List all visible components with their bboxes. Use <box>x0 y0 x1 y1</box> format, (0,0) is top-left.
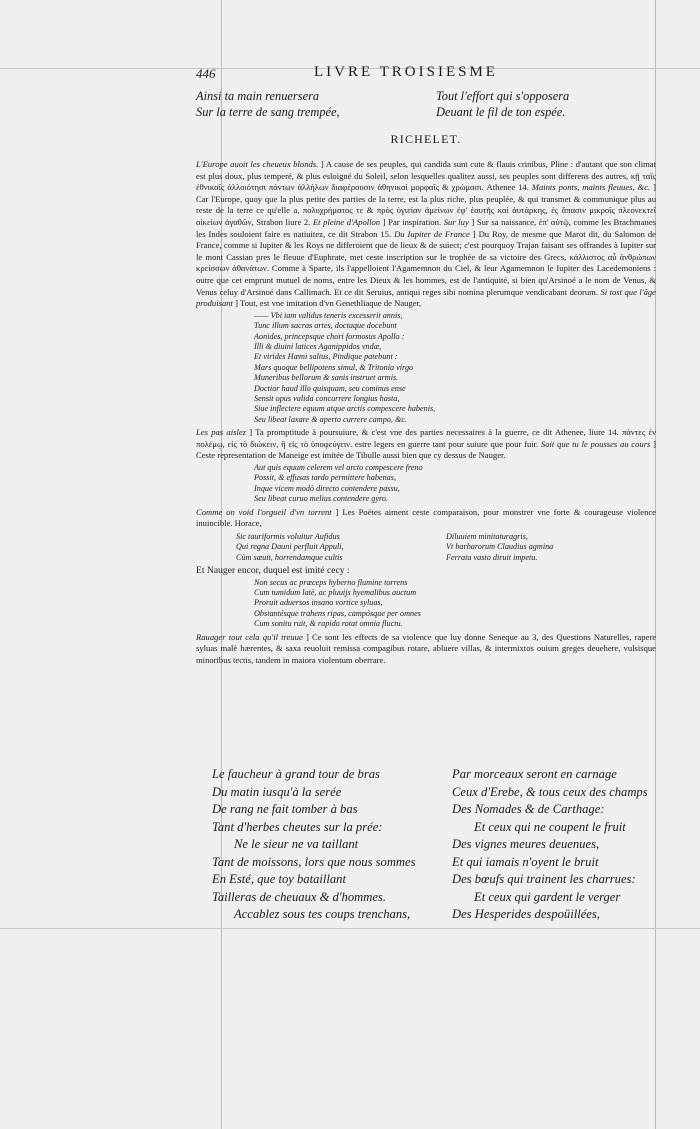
note-text: ] A cause de ses peuples, qui candida sunt cute & flauis crinibus, Pline : d'autant que son climat est plus doux, plus temperé, & plus esloigné du Soleil, selon lesquelles qualitez aussi, ses peuples sont differens des autres, κῇ ταῖς ἐθνικαῖς ἀλλοιότησι πάντων ἀλλήλων διαφέρουσιν ἀθηνικαὶ μορφαῖς & χρώμασι. Athenee 14. <box>196 159 657 193</box>
ode-line: Et ceux qui ne coupent le fruit <box>474 819 626 834</box>
commentary-paragraph <box>196 632 656 667</box>
lemma: Du Iupiter de France <box>394 228 470 239</box>
quote-line: —— Vbi iam validus teneris excesserit annis, <box>254 310 403 320</box>
verse-line: Sur la terre de sang trempée, <box>196 105 340 119</box>
quote-line: Ferrata vasto diruit impetu. <box>446 552 538 562</box>
lemma: Maints ponts, maints fleuues, &c. <box>531 182 651 193</box>
note-text: ] Du Roy, de mesme que Marot dit, du Salomon de France, comme si Iupiter & les Roys ne differoient que de lieux & de suiect; c'est pourquoy Trajan faisant ses offrandes à Iupiter sur le mont Cassian pres le fleuue d'Euphrate, met ceste inscription sur le trophée de sa victoire des Grecs, κάλλιστος αὖ ἀνθρώπων κρείσσων ἀθανάτων. Comme à Sparte, ils l'appelloient l'Agamemnon du Ciel, & leur Agamemnon le Iupiter des Lacedemoniens : outre que cet emprunt mutuel de noms, entre les Dieux & les hommes, est de l'antiquité, si bien qu'Arsinoé a le nom de Venus, & Venus celuy d'Arsinoé dans Callimach. Et ce dit Seruius, antiqui reges sibi nomina plerumque vendicabant deorum. <box>196 228 656 297</box>
latin-quotation-horace <box>236 532 656 563</box>
ode-line: Des bœufs qui trainent les charrues: <box>452 872 636 886</box>
commentary-paragraph <box>196 427 656 462</box>
page <box>196 60 656 666</box>
verse-line: Ainsi ta main renuersera <box>196 89 320 103</box>
ode-line: Des Nomades & de Carthage: <box>452 802 605 816</box>
ode-line: Ne le sieur ne va taillant <box>234 837 359 851</box>
quote-line: Cùm sæuit, horrendamque cultis <box>236 552 343 562</box>
page-header <box>196 60 656 88</box>
quote-line: Possit, & effusas tardo permittere habenas, <box>254 473 396 483</box>
ode-column-left <box>212 766 442 924</box>
commentary-heading: RICHELET. <box>390 132 462 146</box>
lemma: Et pleine d'Apollon <box>312 216 381 227</box>
latin-quotation-nauger <box>254 311 656 425</box>
ode-line: Et ceux qui gardent le verger <box>474 889 621 904</box>
quote-line: Siue inflectere equum atque arctis compescere habenis, <box>254 404 436 414</box>
quote-line: Obstantésque trahens ripas, campósque per omnes <box>254 608 421 618</box>
verse-line: Deuant le fil de ton espée. <box>436 105 566 119</box>
quote-line: Proruit aduersos insano vortice syluas, <box>254 598 383 608</box>
quote-line: Doctior haud illo quisquam, seu cominus ense <box>254 383 406 393</box>
quote-line: Sensit opus valida concurrere longius hasta, <box>254 393 400 403</box>
note-text: ] Ta promptitude à poursuiure, & c'est vne des parties necessaires à la guerre, ce dit Athenee, liure 14. πάντες ἐν πολέμῳ, εἰς τὸ διώκειν, ἢ εἰς τὸ ὑποφεύγειν. estre legers en guerre tant pour suiure que pour fuir. <box>196 427 657 449</box>
lemma: Les pas aislez <box>196 427 247 438</box>
quote-line: Illi & diuini latices Aganippidos vndæ, <box>254 341 382 351</box>
commentary-paragraph: Et Nauger encor, duquel est imité cecy : <box>196 565 350 576</box>
lemma: Comme on void l'orgueil d'vn torrent <box>196 506 332 517</box>
quote-line: Seu libeat laxare & aperto currere campo, &c. <box>254 414 408 424</box>
ode-line: De rang ne fait tomber à bas <box>212 802 358 816</box>
note-text: ] Tout, est vne imitation d'vn Genethliaque de Nauger, <box>235 298 422 309</box>
ode-line: Des Hesperides despoüillées, <box>452 907 600 921</box>
quote-line: Cum sonitu ruit, & rapido rotat omnia fluctu. <box>254 619 403 629</box>
quote-line: Tunc illum sacras artes, doctaque docebunt <box>254 321 397 331</box>
quote-line: Aonides, princepsque chori formosus Apollo : <box>254 331 405 341</box>
lemma: Soit que tu le pousses au cours <box>540 438 651 449</box>
commentary-paragraph <box>196 159 656 310</box>
running-title: LIVRE TROISIESME <box>314 64 498 80</box>
quote-line: Non secus ac præceps hyberno flumine torrens <box>254 577 408 587</box>
ode-line: Ceux d'Erebe, & tous ceux des champs <box>452 784 648 799</box>
ode-line: Tant d'herbes cheutes sur la prée: <box>212 819 383 834</box>
ode-line: Le faucheur à grand tour de bras <box>212 767 380 781</box>
margin-rule-middle <box>0 928 700 929</box>
note-text: ] Les Poëtes aiment ceste comparaison, pour monstrer vne forte & courageuse violence inuincible. Horace, <box>196 506 657 529</box>
quote-line: Mars quoque bellipotens simul, & Tritonia virgo <box>254 362 414 372</box>
latin-quotation-tibulle <box>254 463 656 505</box>
quote-line: Vt barbarorum Claudius agmina <box>446 542 554 552</box>
ode-stanzas <box>212 766 682 924</box>
quote-line: Inque vicem modò directo contendere passu, <box>254 483 400 493</box>
lemma: Sur luy <box>443 216 469 227</box>
page-number: 446 <box>196 66 216 81</box>
quote-line: Diluuiem minitaturagris, <box>446 531 528 541</box>
note-text: ] Car l'Europe, quoy que la plus petite des parties de la terre, est la plus riche, plus peuplée, & qui transmet & communique plus au reste de la terre ce qu'elle a, πολυχρήματος τε & πρὸς ὑγιείαν ἀμείνων ἐφ' ἑαυτῆς καὶ ἀυτάρκης, ἐς ἅπασιν μικροῖς πλεονεκτεῖ οἰκείων ἀγαθῶν, Strabon liure 2. <box>196 182 657 227</box>
note-text: ] Ceste representation de Maneige est imitée de Tibulle aussi bien que cy dessus de Nauger. <box>196 438 657 461</box>
lemma: Si tost que l'âge produisant <box>196 286 656 309</box>
ode-line: Tant de moissons, lors que nous sommes <box>212 854 416 869</box>
ode-line: Par morceaux seront en carnage <box>452 767 617 781</box>
quote-line: Aut quis equum celerem vel arcto compescere freno <box>254 462 423 472</box>
commentary-paragraph <box>196 507 656 530</box>
quote-line: Et virides Hæmi saltus, Pindique patebunt : <box>254 352 398 362</box>
lemma: L'Europe auoit les cheueux blonds. <box>196 159 319 169</box>
quote-line: Seu libeat curuo melius contendere gyro. <box>254 494 388 504</box>
ode-column-right <box>442 766 682 924</box>
verse-line: Tout l'effort qui s'opposera <box>436 89 570 103</box>
ode-line: Et qui iamais n'oyent le bruit <box>452 854 599 869</box>
quote-line: Muneribus bellorum & sanis instruet armis. <box>254 373 399 383</box>
ode-line: Tailleras de cheuaux & d'hommes. <box>212 889 386 904</box>
latin-quotation-nauger-torrent <box>254 578 656 630</box>
note-text: ] Par inspiration. <box>382 216 442 227</box>
lemma: Rauager tout cela qu'il treuue <box>196 631 303 642</box>
quote-line: Qui regna Dauni perfluit Appuli, <box>236 542 344 552</box>
ode-line: Du matin iusqu'à la serée <box>212 784 342 799</box>
note-text: ] Sur sa naissance, ἐπ' αὐτῷ, comme les Brachmanes les Indes souloient faire es natiuitez, ce dit Strabon 15. <box>196 216 657 239</box>
ode-line: Accablez sous tes coups trenchans, <box>234 907 411 921</box>
note-text: ] Ce sont les effects de sa violence que luy donne Seneque au 3, des Questions Naturelles, rapere syluas malè hærentes, & saxa reuoluit remissa compagibus rotare, abluere villas, & intermixtos ouium greges deuehere, vulsisque minoribus tectis, tandem in maiora violentum oberrare. <box>196 631 657 665</box>
quote-line: Cum tumidum latè, ac pluuijs hyemalibus auctum <box>254 588 417 597</box>
quote-line: Sic tauriformis voluitur Aufidus <box>236 531 340 541</box>
ode-line: Des vignes meures deuenues, <box>452 837 600 851</box>
ode-line: En Esté, que toy bataillant <box>212 872 346 886</box>
opening-verse <box>196 88 656 120</box>
